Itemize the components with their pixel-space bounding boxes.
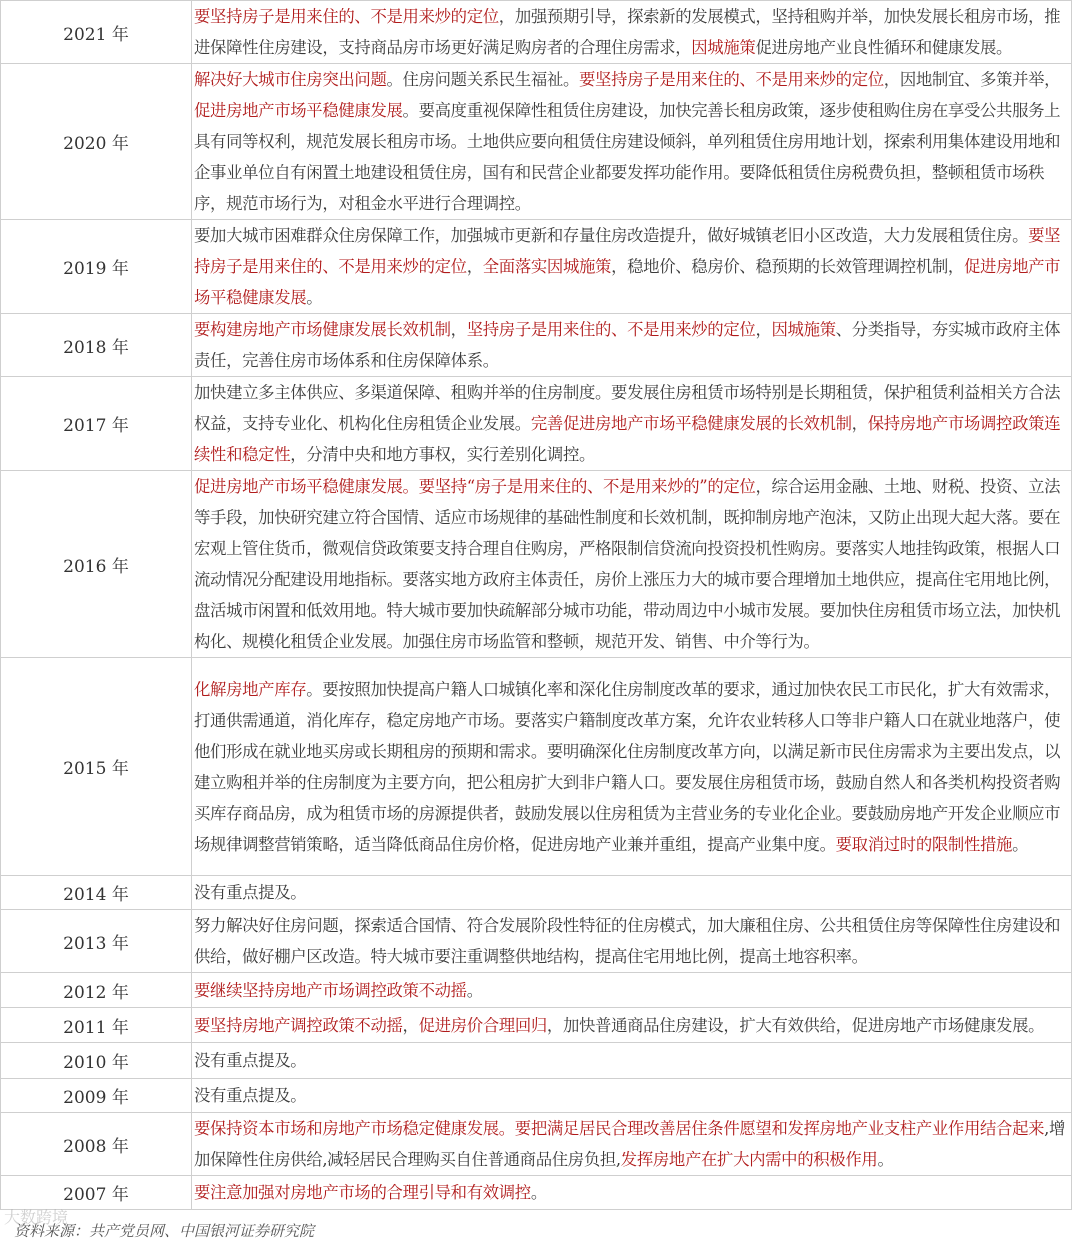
table-row: [1, 658, 1072, 876]
policy-text: ，加强预期引导，探索新的发展模式，坚持租购并举，加快发展长租房市场，推进保障性住房建设，支持商品房市场更好满足购房者的合理住房需求，: [194, 7, 1061, 57]
year-cell: 2018 年: [1, 314, 192, 377]
highlighted-text: 要继续坚持房地产市场调控政策不动摇: [194, 980, 467, 1000]
policy-text-cell: [192, 910, 1072, 973]
policy-text: 努力解决好住房问题，探索适合国情、符合发展阶段性特征的住房模式，加大廉租住房、公共租赁住房等保障性住房建设和供给，做好棚户区改造。特大城市要注重调整供地结构，提高住宅用地比例，提高土地容积率。: [194, 916, 1061, 966]
table-row: [1, 1113, 1072, 1176]
highlighted-text: 发挥房地产在扩大内需中的积极作用: [620, 1150, 878, 1169]
table-row: [1, 910, 1072, 973]
highlighted-text: 因城施策: [771, 320, 836, 339]
highlighted-text: 完善促进房地产市场平稳健康发展的长效机制: [530, 414, 852, 433]
policy-text-cell: [192, 314, 1072, 377]
policy-text: 。住房问题关系民生福祉。: [386, 70, 579, 89]
table-row: [1, 1, 1072, 64]
policy-text-cell: [192, 1176, 1072, 1210]
policy-text-cell: [192, 1043, 1072, 1079]
highlighted-text: 要取消过时的限制性措施: [835, 834, 1013, 854]
table-row: [1, 1043, 1072, 1079]
year-cell: 2012 年: [1, 973, 192, 1008]
policy-text-cell: [192, 973, 1072, 1008]
year-cell: 2015 年: [1, 658, 192, 876]
policy-text: 没有重点提及。: [194, 1051, 307, 1070]
table-row: [1, 471, 1072, 658]
highlighted-text: 促进房地产市场平稳健康发展: [194, 101, 403, 120]
policy-text: ，综合运用金融、土地、财税、投资、立法等手段，加快研究建立符合国情、适应市场规律的基础性制度和长效机制，既抑制房地产泡沫，又防止出现大起大落。要在宏观上管住货币，微观信贷政策要支持合理自住购房，严格限制信贷流向投资投机性购房。要落实人地挂钩政策，根据人口流动情况分配建设用地指标。要落实地方政府主体责任，房价上涨压力大的城市要合理增加土地供应，提高住宅用地比例，盘活城市闲置和低效用地。特大城市要加快疏解部分城市功能，带动周边中小城市发展。要加快住房租赁市场立法，加快机构化、规模化租赁企业发展。加强住房市场监管和整顿，规范开发、销售、中介等行为。: [194, 477, 1061, 651]
highlighted-text: 要坚持房子是用来住的、不是用来炒的定位: [194, 7, 499, 26]
policy-text-cell: [192, 1, 1072, 64]
policy-text-cell: [192, 658, 1072, 876]
highlighted-text: 促进房地产市场平稳健康发展: [194, 257, 1061, 307]
policy-text: 促进房地产业良性循环和健康发展。: [755, 38, 1013, 57]
year-cell: 2011 年: [1, 1008, 192, 1043]
policy-text: 加快建立多主体供应、多渠道保障、租购并举的住房制度。要发展住房租赁市场特别是长期租赁，保护租赁利益相关方合法权益，支持专业化、机构化住房租赁企业发展。: [194, 383, 1061, 433]
highlighted-text: 要坚持房子是用来住的、不是用来炒的定位: [194, 226, 1061, 276]
year-cell: 2010 年: [1, 1043, 192, 1079]
table-row: [1, 220, 1072, 314]
year-cell: 2019 年: [1, 220, 192, 314]
year-cell: 2007 年: [1, 1176, 192, 1210]
policy-text: ，: [851, 414, 868, 433]
year-cell: 2014 年: [1, 876, 192, 910]
policy-text: 。: [306, 288, 323, 307]
policy-text: ，: [466, 257, 483, 276]
policy-text-cell: [192, 1113, 1072, 1176]
highlighted-text: 保持房地产市场调控政策连续性和稳定性: [194, 414, 1061, 464]
policy-text-cell: [192, 876, 1072, 910]
policy-text: 。: [877, 1150, 894, 1169]
highlighted-text: 要坚持房地产调控政策不动摇: [194, 1015, 403, 1035]
highlighted-text: 坚持房子是用来住的、不是用来炒的定位: [466, 320, 756, 339]
highlighted-text: 全面落实因城施策: [482, 257, 612, 276]
year-cell: 2021 年: [1, 1, 192, 64]
policy-text: 。: [1012, 834, 1029, 854]
table-row: [1, 377, 1072, 471]
table-row: [1, 64, 1072, 220]
highlighted-text: 要保持资本市场和房地产市场稳定健康发展。要把满足居民合理改善居住条件愿望和发挥房地产业支柱产业作用结合起来: [194, 1119, 1045, 1138]
table-row: [1, 314, 1072, 377]
policy-text: 、分类指导，夯实城市政府主体责任，完善住房市场体系和住房保障体系。: [194, 320, 1061, 370]
policy-text-cell: [192, 377, 1072, 471]
highlighted-text: 促进房价合理回归: [418, 1015, 547, 1035]
policy-text: ,增加保障性住房供给,减轻居民合理购买自住普通商品住房负担,: [194, 1119, 1066, 1169]
policy-text: ，稳地价、稳房价、稳预期的长效管理调控机制，: [611, 257, 964, 276]
policy-text-cell: [192, 1079, 1072, 1113]
table-row: [1, 1176, 1072, 1210]
policy-text: ，因地制宜、多策并举，: [883, 70, 1061, 89]
policy-text-cell: [192, 220, 1072, 314]
year-cell: 2013 年: [1, 910, 192, 973]
year-cell: 2008 年: [1, 1113, 192, 1176]
policy-text: ，分清中央和地方事权，实行差别化调控。: [290, 445, 596, 464]
year-cell: 2016 年: [1, 471, 192, 658]
watermark: 大数跨境: [4, 1208, 69, 1227]
table-row: [1, 876, 1072, 910]
source-note: 资料来源：共产党员网、中国银河证券研究院: [14, 1222, 315, 1240]
policy-text: 要加大城市困难群众住房保障工作，加强城市更新和存量住房改造提升，做好城镇老旧小区改造，大力发展租赁住房。: [194, 226, 1029, 245]
highlighted-text: 促进房地产市场平稳健康发展。要坚持“房子是用来住的、不是用来炒的”的定位: [194, 477, 756, 496]
policy-text: ，: [402, 1015, 419, 1035]
policy-text: 没有重点提及。: [194, 1086, 307, 1105]
highlighted-text: 要坚持房子是用来住的、不是用来炒的定位: [579, 70, 884, 89]
policy-text-cell: [192, 1008, 1072, 1043]
table-row: [1, 1008, 1072, 1043]
policy-text: ，: [755, 320, 772, 339]
policy-text: ，加快普通商品住房建设，扩大有效供给，促进房地产市场健康发展。: [546, 1015, 1045, 1035]
year-cell: 2017 年: [1, 377, 192, 471]
highlighted-text: 要注意加强对房地产市场的合理引导和有效调控: [194, 1183, 531, 1202]
policy-text: 。: [466, 980, 483, 1000]
table-row: [1, 1079, 1072, 1113]
highlighted-text: 解决好大城市住房突出问题: [194, 70, 387, 89]
highlighted-text: 化解房地产库存: [194, 679, 307, 699]
policy-text: 没有重点提及。: [194, 883, 307, 902]
highlighted-text: 因城施策: [691, 38, 756, 57]
year-cell: 2009 年: [1, 1079, 192, 1113]
policy-text-cell: [192, 471, 1072, 658]
policy-text: 。要按照加快提高户籍人口城镇化率和深化住房制度改革的要求，通过加快农民工市民化，扩大有效需求，打通供需通道，消化库存，稳定房地产市场。要落实户籍制度改革方案，允许农业转移人口等非户籍人口在就业地落户，使他们形成在就业地买房或长期租房的预期和需求。要明确深化住房制度改革方向，以满足新市民住房需求为主要出发点，以建立购租并举的住房制度为主要方向，把公租房扩大到非户籍人口。要发展住房租赁市场，鼓励自然人和各类机构投资者购买库存商品房，成为租赁市场的房源提供者，鼓励发展以住房租赁为主营业务的专业化企业。要鼓励房地产开发企业顺应市场规律调整营销策略，适当降低商品住房价格，促进房地产业兼并重组，提高产业集中度。: [194, 679, 1061, 854]
highlighted-text: 要构建房地产市场健康发展长效机制: [194, 320, 451, 339]
policy-text: ，: [450, 320, 467, 339]
policy-text: 。: [530, 1183, 547, 1202]
policy-text-cell: [192, 64, 1072, 220]
policy-text: 。要高度重视保障性租赁住房建设，加快完善长租房政策，逐步使租购住房在享受公共服务上具有同等权利，规范发展长租房市场。土地供应要向租赁住房建设倾斜，单列租赁住房用地计划，探索利用集体建设用地和企事业单位自有闲置土地建设租赁住房，国有和民营企业都要发挥功能作用。要降低租赁住房税费负担，整顿租赁市场秩序，规范市场行为，对租金水平进行合理调控。: [194, 101, 1061, 213]
year-cell: 2020 年: [1, 64, 192, 220]
table-row: [1, 973, 1072, 1008]
